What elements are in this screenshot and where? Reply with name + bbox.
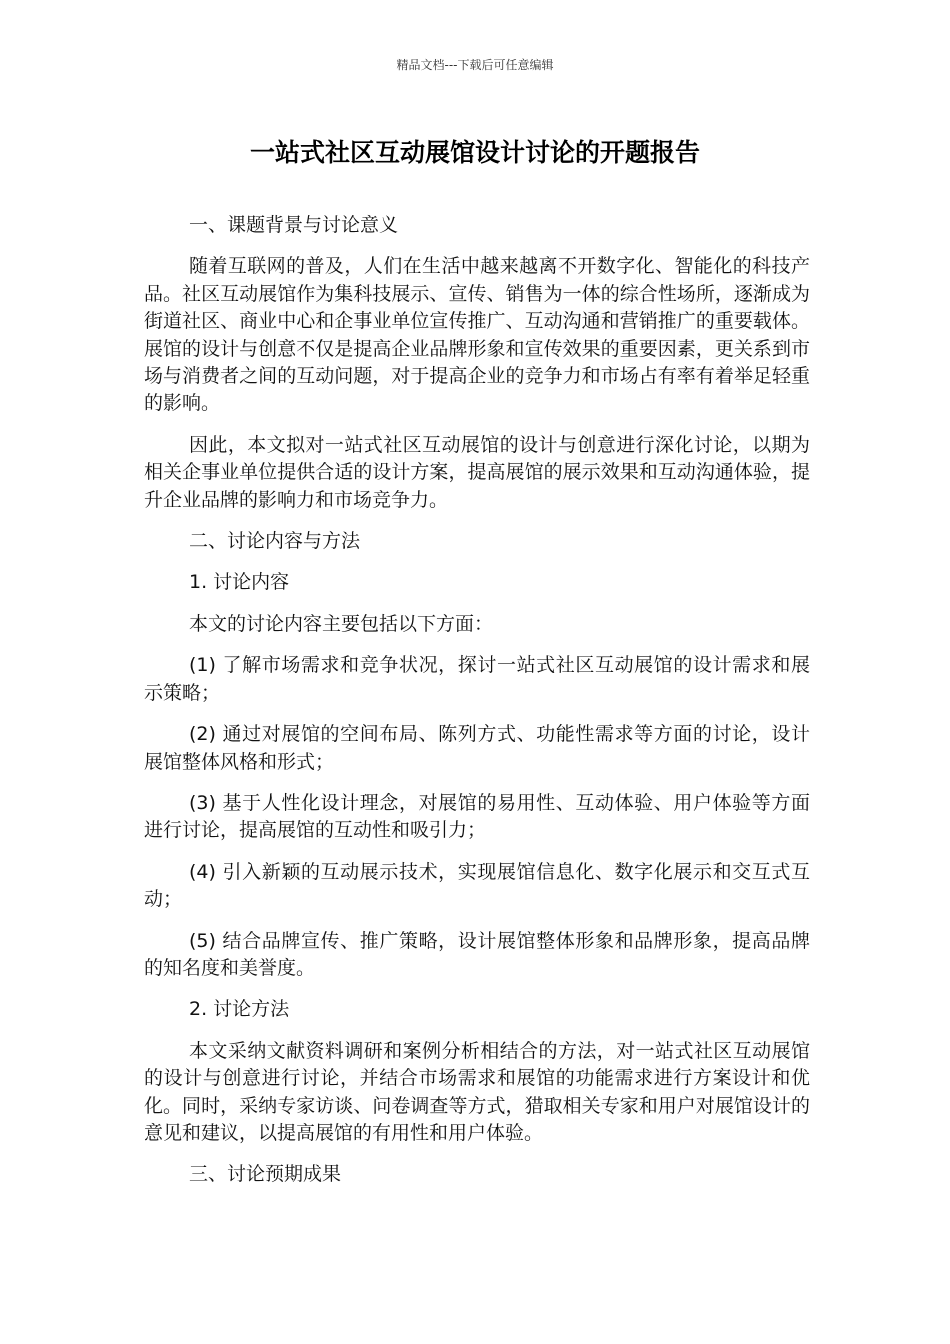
subsection-heading-method: 2. 讨论方法 [189,998,290,1021]
list-item-3: (3) 基于人性化设计理念，对展馆的易用性、互动体验、用户体验等方面进行讨论，提高展馆的互动性和吸引力； [144,791,810,842]
header-note: 精品文档---下载后可任意编辑 [396,58,554,72]
document-title: 一站式社区互动展馆设计讨论的开题报告 [249,138,700,167]
section-heading-background: 一、课题背景与讨论意义 [189,214,399,236]
list-item-2: (2) 通过对展馆的空间布局、陈列方式、功能性需求等方面的讨论，设计展馆整体风格和形式； [144,723,810,773]
paragraph-background: 随着互联网的普及，人们在生活中越来越离不开数字化、智能化的科技产品。社区互动展馆作为集科技展示、宣传、销售为一体的综合性场所，逐渐成为街道社区、商业中心和企事业单位宣传推广、互动沟通和营销推广的重要载体。展馆的设计与创意不仅是提高企业品牌形象和宣传效果的重要因素，更关系到市场与消费者之间的互动问题，对于提高企业的竞争力和市场占有率有着举足轻重的影响。 [144,255,810,415]
paragraph-method: 本文采纳文献资料调研和案例分析相结合的方法，对一站式社区互动展馆的设计与创意进行讨论，并结合市场需求和展馆的功能需求进行方案设计和优化。同时，采纳专家访谈、问卷调查等方式，猎取相关专家和用户对展馆设计的意见和建议，以提高展馆的有用性和用户体验。 [144,1039,810,1144]
list-item-4: (4) 引入新颖的互动展示技术，实现展馆信息化、数字化展示和交互式互动； [144,860,810,911]
section-heading-content-method: 二、讨论内容与方法 [189,530,361,553]
paragraph-purpose: 因此，本文拟对一站式社区互动展馆的设计与创意进行深化讨论，以期为相关企事业单位提供合适的设计方案，提高展馆的展示效果和互动沟通体验，提升企业品牌的影响力和市场竞争力。 [144,433,810,511]
list-item-5: (5) 结合品牌宣传、推广策略，设计展馆整体形象和品牌形象，提高品牌的知名度和美誉度。 [144,929,810,979]
document-body [144,212,810,1203]
section-heading-expected-results: 三、讨论预期成果 [189,1163,342,1186]
list-item-1: (1) 了解市场需求和竞争状况，探讨一站式社区互动展馆的设计需求和展示策略； [144,654,810,704]
paragraph-content-intro: 本文的讨论内容主要包括以下方面： [189,612,494,635]
subsection-heading-content: 1. 讨论内容 [189,571,290,594]
